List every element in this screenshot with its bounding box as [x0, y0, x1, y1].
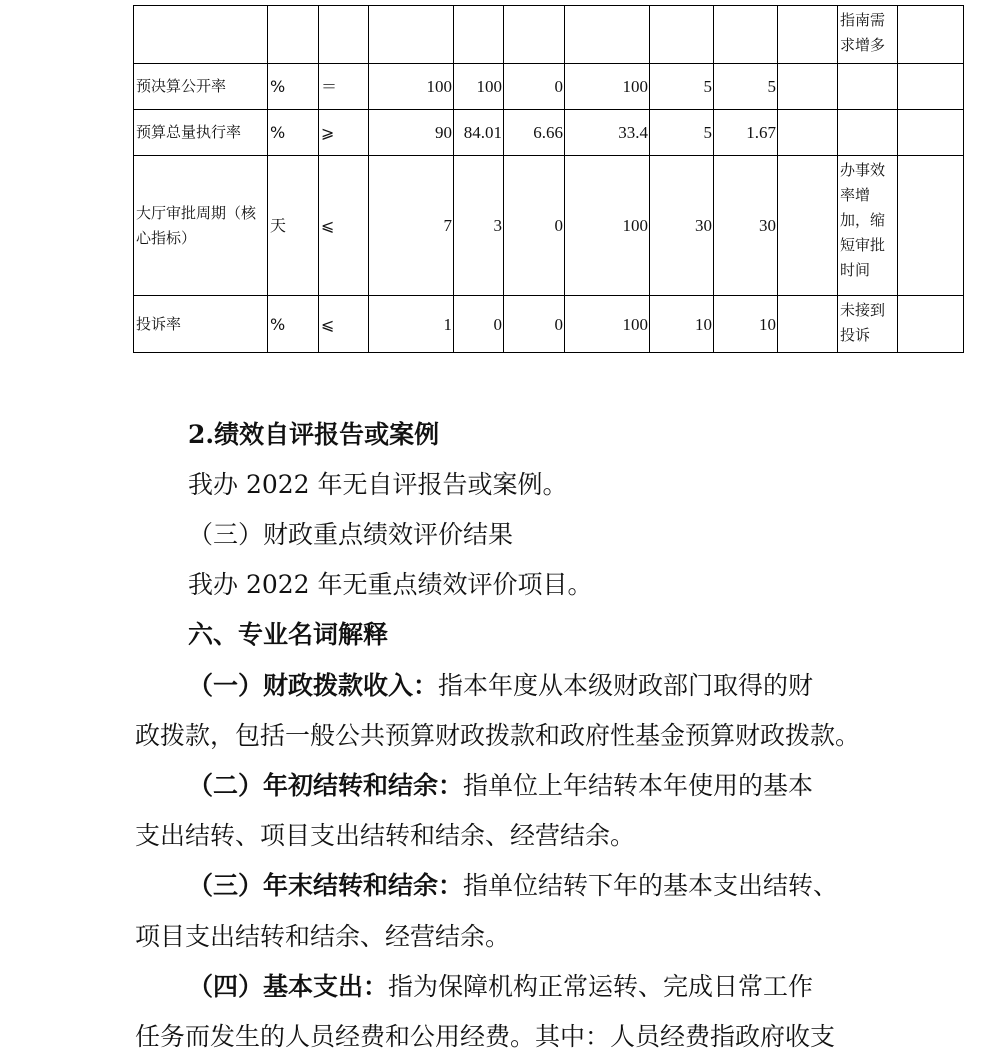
term-continuation: 支出结转、项目支出结转和结余、经营结余。 — [135, 821, 636, 850]
subsection-heading: （三）财政重点绩效评价结果 — [188, 520, 514, 549]
remark-cell: 未接到投诉 — [838, 296, 898, 353]
weight-cell: 30 — [650, 156, 714, 296]
table-row — [134, 110, 964, 156]
value-cell: 33.4 — [565, 110, 650, 156]
actual-value-cell: 0 — [454, 296, 504, 353]
indicator-name-cell: 投诉率 — [134, 296, 268, 353]
actual-value-cell: 3 — [454, 156, 504, 296]
indicator-name-cell: 预决算公开率 — [134, 64, 268, 110]
term-definition — [188, 669, 813, 703]
term-title: （二）年初结转和结余： — [188, 771, 464, 800]
remark-cell — [838, 110, 898, 156]
target-value-cell: 7 — [369, 156, 454, 296]
score-cell: 5 — [714, 64, 778, 110]
table-row — [134, 6, 964, 64]
target-value-cell: 90 — [369, 110, 454, 156]
table-row — [134, 64, 964, 110]
term-text: 指单位结转下年的基本支出结转、 — [463, 871, 839, 900]
weight-cell: 5 — [650, 64, 714, 110]
target-value-cell: 1 — [369, 296, 454, 353]
indicator-name-cell: 预算总量执行率 — [134, 110, 268, 156]
term-text: 指单位上年结转本年使用的基本 — [463, 771, 814, 800]
paragraph: 我办 2022 年无重点绩效评价项目。 — [188, 570, 593, 599]
term-title: （一）财政拨款收入： — [188, 671, 439, 700]
unit-cell: % — [268, 110, 319, 156]
score-cell: 30 — [714, 156, 778, 296]
indicator-name-cell — [134, 6, 268, 64]
unit-cell: % — [268, 296, 319, 353]
paragraph: 我办 2022 年无自评报告或案例。 — [188, 470, 568, 499]
value-cell: 6.66 — [504, 110, 565, 156]
operator-cell: ⩽ — [319, 296, 369, 353]
weight-cell: 5 — [650, 110, 714, 156]
value-cell: 0 — [504, 156, 565, 296]
operator-cell: ＝ — [319, 64, 369, 110]
term-definition — [188, 869, 838, 903]
indicator-name-cell: 大厅审批周期（核心指标） — [134, 156, 268, 296]
actual-value-cell: 100 — [454, 64, 504, 110]
term-text: 指本年度从本级财政部门取得的财 — [438, 671, 814, 700]
term-text: 指为保障机构正常运转、完成日常工作 — [388, 972, 814, 1001]
term-title: （四）基本支出： — [188, 972, 389, 1001]
value-cell: 100 — [565, 64, 650, 110]
term-title: （三）年末结转和结余： — [188, 871, 464, 900]
performance-indicator-table — [133, 5, 964, 353]
term-definition — [188, 970, 813, 1004]
target-value-cell: 100 — [369, 64, 454, 110]
section-heading: 2.绩效自评报告或案例 — [188, 420, 440, 449]
value-cell: 0 — [504, 296, 565, 353]
remark-cell — [838, 64, 898, 110]
value-cell: 0 — [504, 64, 565, 110]
score-cell: 10 — [714, 296, 778, 353]
weight-cell: 10 — [650, 296, 714, 353]
term-definition — [188, 769, 813, 803]
term-continuation: 政拨款，包括一般公共预算财政拨款和政府性基金预算财政拨款。 — [135, 721, 861, 750]
unit-cell: 天 — [268, 156, 319, 296]
table-row — [134, 296, 964, 353]
remark-cell: 指南需求增多 — [838, 6, 898, 64]
actual-value-cell: 84.01 — [454, 110, 504, 156]
term-continuation: 项目支出结转和结余、经营结余。 — [135, 922, 511, 951]
remark-cell: 办事效率增加，缩短审批时间 — [838, 156, 898, 296]
term-continuation: 任务而发生的人员经费和公用经费。其中：人员经费指政府收支 — [135, 1022, 836, 1051]
table-row — [134, 156, 964, 296]
operator-cell: ⩾ — [319, 110, 369, 156]
operator-cell: ⩽ — [319, 156, 369, 296]
score-cell: 1.67 — [714, 110, 778, 156]
unit-cell: % — [268, 64, 319, 110]
section-heading: 六、专业名词解释 — [188, 620, 389, 649]
value-cell: 100 — [565, 156, 650, 296]
value-cell: 100 — [565, 296, 650, 353]
